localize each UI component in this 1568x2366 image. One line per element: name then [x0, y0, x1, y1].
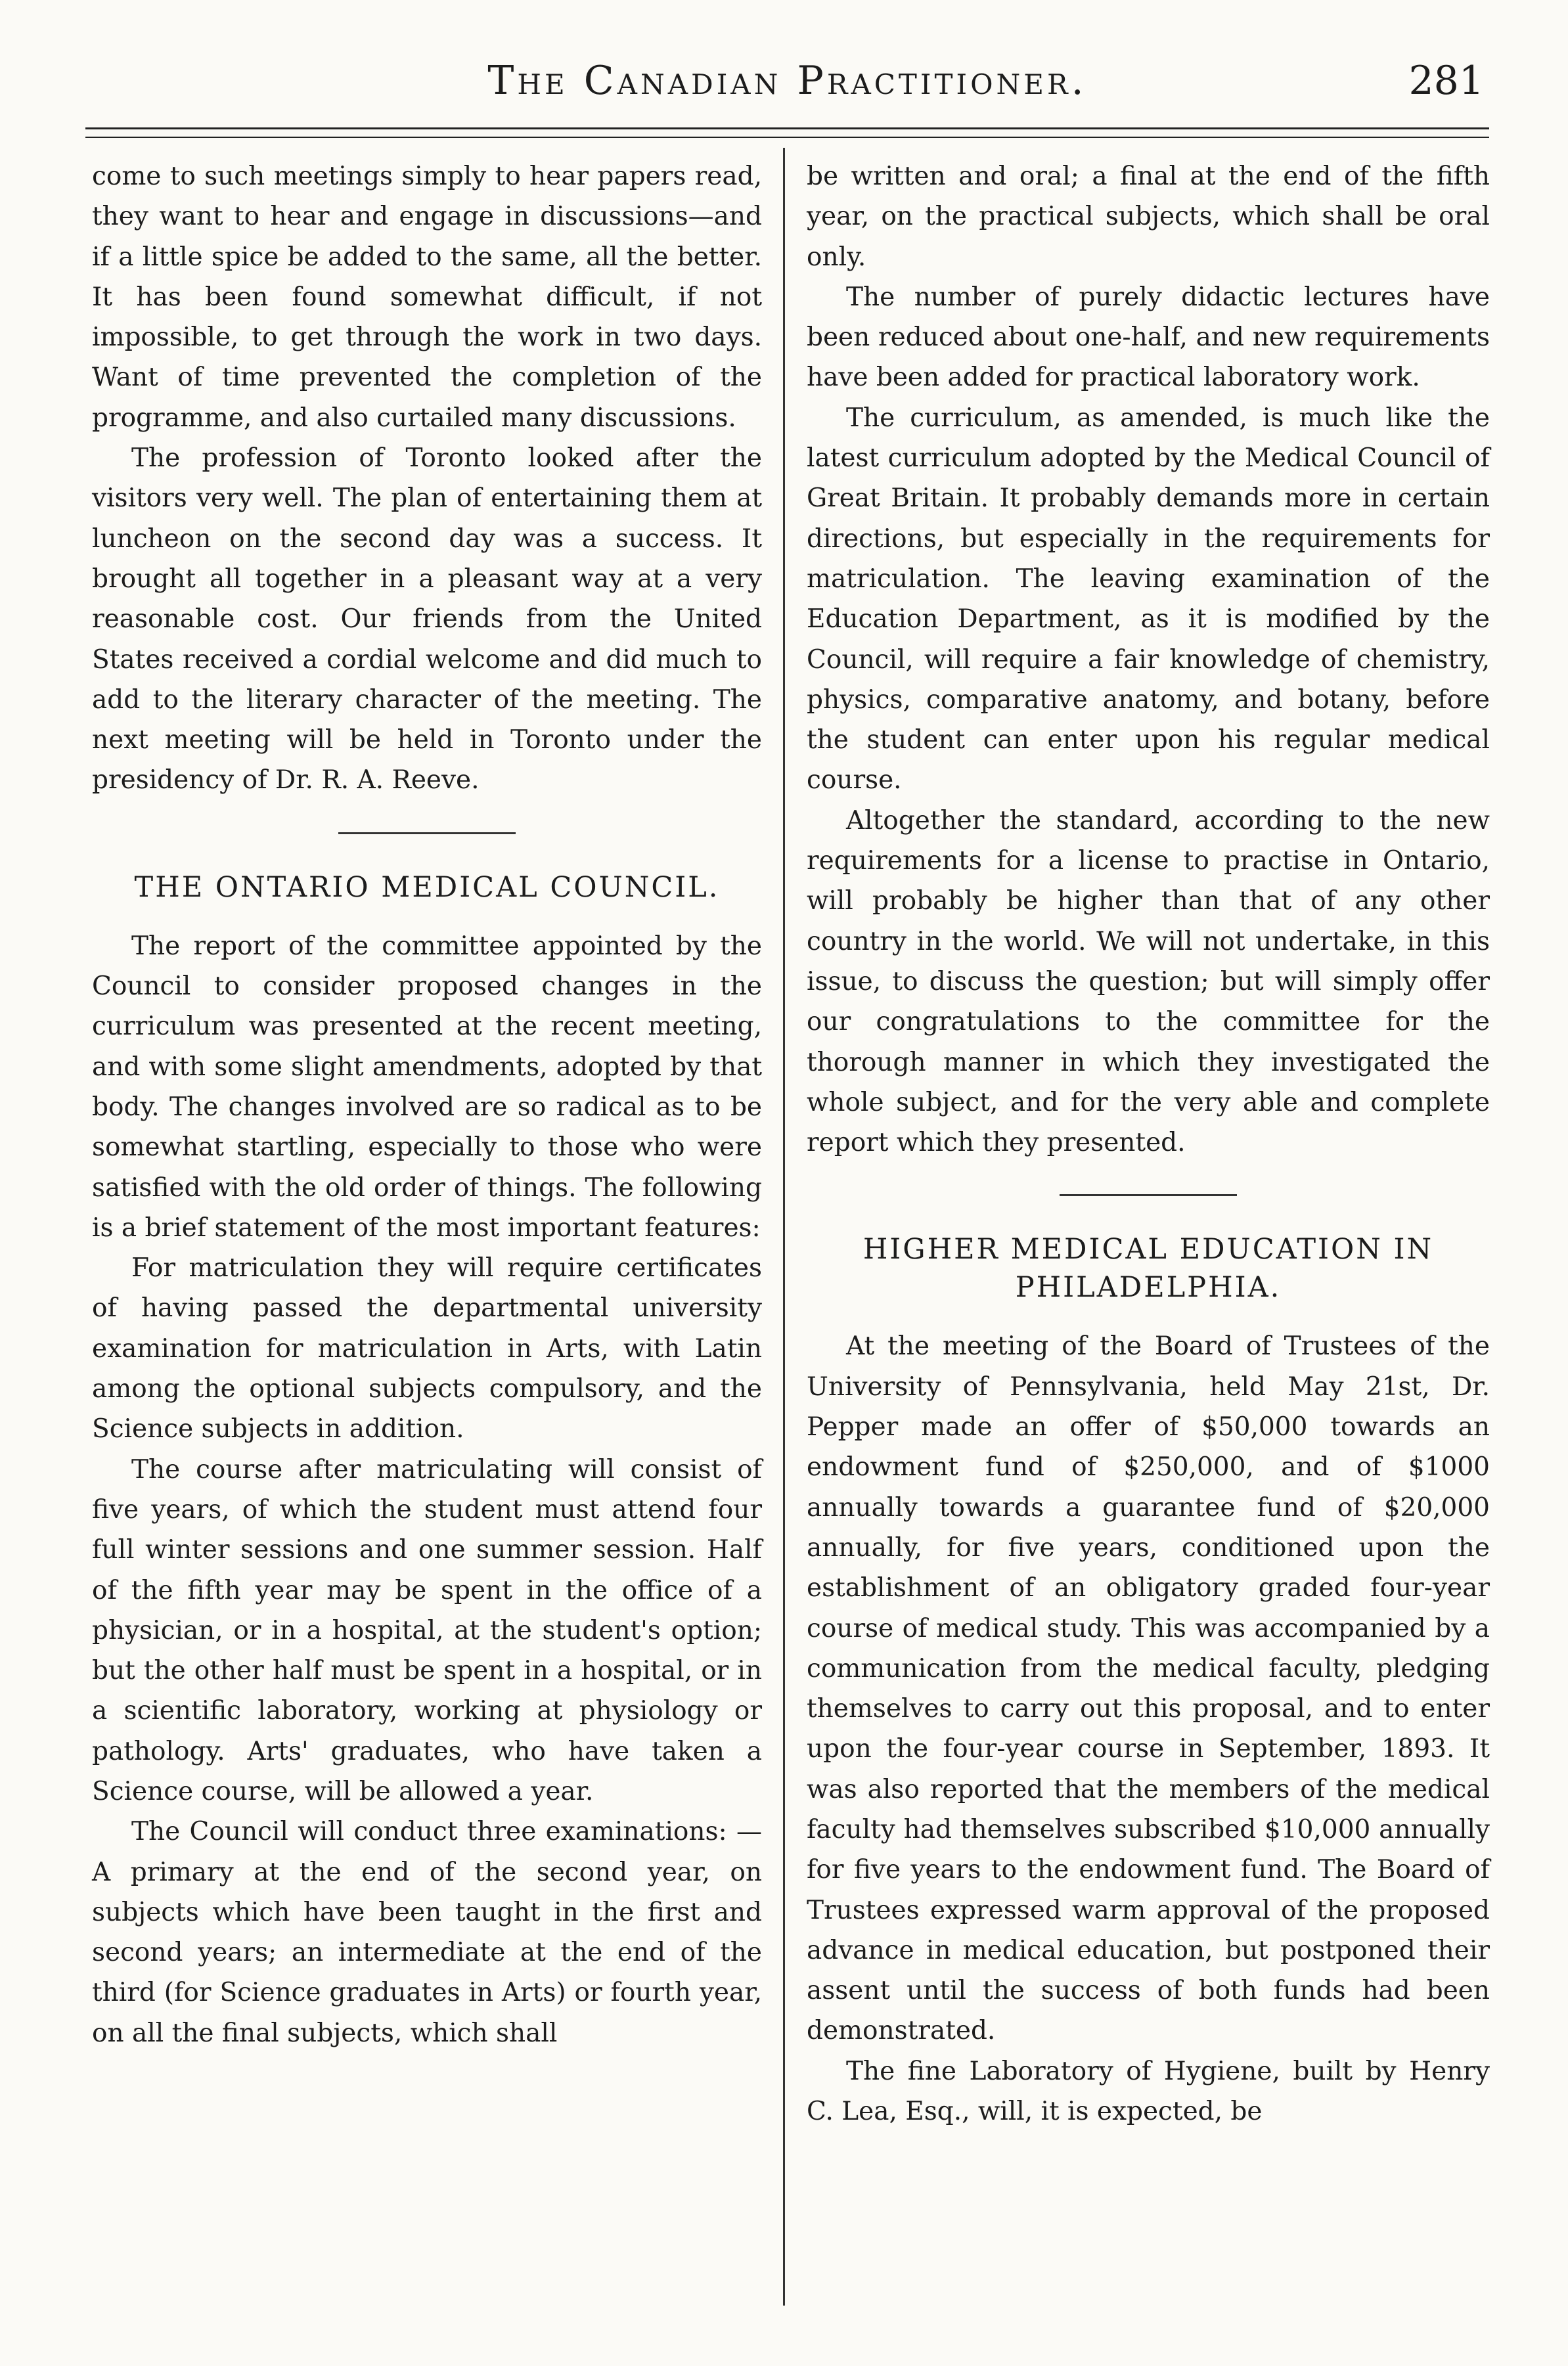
heading-line: HIGHER MEDICAL EDUCATION IN [862, 1233, 1434, 1266]
running-title: The Canadian Practitioner. [487, 58, 1087, 104]
paragraph: The curriculum, as amended, is much like the latest curriculum adopted by the Medical Council of Great Britain. It probably demands more in certain directions, but especially in the requirements for matriculation. The leaving examination of the Education Department, as it is modified by the Council, will require a fair knowledge of chemistry, physics, comparative anatomy, and botany, before the student can enter upon his regular medical course. [807, 403, 1490, 795]
column-divider [783, 148, 785, 2306]
right-column [807, 156, 1490, 2132]
paragraph: At the meeting of the Board of Trustees of the University of Pennsylvania, held May 21st, Dr. Pepper made an offer of $50,000 towards an endowment fund of $250,000, and of $1000 annually towards a guarantee fund of $20,000 annually, for five years, conditioned upon the establishment of an obligatory graded four-year course of medical study. This was accompanied by a communication from the medical faculty, pledging themselves to carry out this proposal, and to enter upon the four-year course in September, 1893. It was also reported that the members of the medical faculty had themselves subscribed $10,000 annually for five years to the endowment fund. The Board of Trustees expressed warm approval of the proposed advance in medical education, but postponed their assent until the success of both funds had been demonstrated. [807, 1331, 1490, 2046]
paragraph: come to such meetings simply to hear papers read, they want to hear and engage in discussions—and if a little spice be added to the same, all the better. It has been found somewhat difficult, if not impossible, to get through the work in two days. Want of time prevented the completion of the programme, and also curtailed many discussions. [92, 162, 762, 433]
page-header [85, 58, 1489, 117]
paragraph: The report of the committee appointed by the Council to consider proposed changes in the curriculum was presented at the recent meeting, and with some slight amendments, adopted by that body. The changes involved are so radical as to be somewhat startling, especially to those who were satisfied with the old order of things. The following is a brief statement of the most important features: [92, 931, 762, 1243]
section-separator [338, 832, 516, 834]
page-number: 281 [1408, 58, 1484, 104]
paragraph: The fine Laboratory of Hygiene, built by Henry C. Lea, Esq., will, it is expected, be [807, 2056, 1490, 2127]
paragraph: The Council will conduct three examinations: —A primary at the end of the second year, on subjects which have been taught in the first and second years; an intermediate at the end of the third (for Science graduates in Arts) or fourth year, on all the final subjects, which shall [92, 1817, 762, 2048]
header-rule-bottom [85, 137, 1489, 138]
heading-line: PHILADELPHIA. [1015, 1271, 1282, 1305]
left-column [92, 156, 762, 2053]
header-rule-top [85, 127, 1489, 129]
section-heading-ontario-medical-council: THE ONTARIO MEDICAL COUNCIL. [134, 870, 720, 904]
paragraph: be written and oral; a final at the end of the fifth year, on the practical subjects, which shall be oral only. [807, 162, 1490, 272]
paragraph: Altogether the standard, according to the new requirements for a license to practise in Ontario, will probably be higher than that of any other country in the world. We will not undertake, in this issue, to discuss the question; but will simply offer our congratulations to the committee for the thorough manner in which they investigated the whole subject, and for the very able and complete report which they presented. [807, 805, 1490, 1158]
paragraph: The course after matriculating will consist of five years, of which the student must attend four full winter sessions and one summer session. Half of the fifth year may be spent in the office of a physician, or in a hospital, at the student's option; but the other half must be spent in a hospital, or in a scientific laboratory, working at physiology or pathology. Arts' graduates, who have taken a Science course, will be allowed a year. [92, 1454, 762, 1806]
section-heading-higher-medical-education [807, 1230, 1490, 1306]
paragraph: For matriculation they will require certificates of having passed the departmental university examination for matriculation in Arts, with Latin among the optional subjects compulsory, and the Science subjects in addition. [92, 1253, 762, 1444]
paragraph: The number of purely didactic lectures have been reduced about one-half, and new requirements have been added for practical laboratory work. [807, 282, 1490, 393]
section-separator [1060, 1194, 1237, 1196]
paragraph: The profession of Toronto looked after the visitors very well. The plan of entertaining them at luncheon on the second day was a success. It brought all together in a pleasant way at a very reasonable cost. Our friends from the United States received a cordial welcome and did much to add to the literary character of the meeting. The next meeting will be held in Toronto under the presidency of Dr. R. A. Reeve. [92, 443, 762, 795]
